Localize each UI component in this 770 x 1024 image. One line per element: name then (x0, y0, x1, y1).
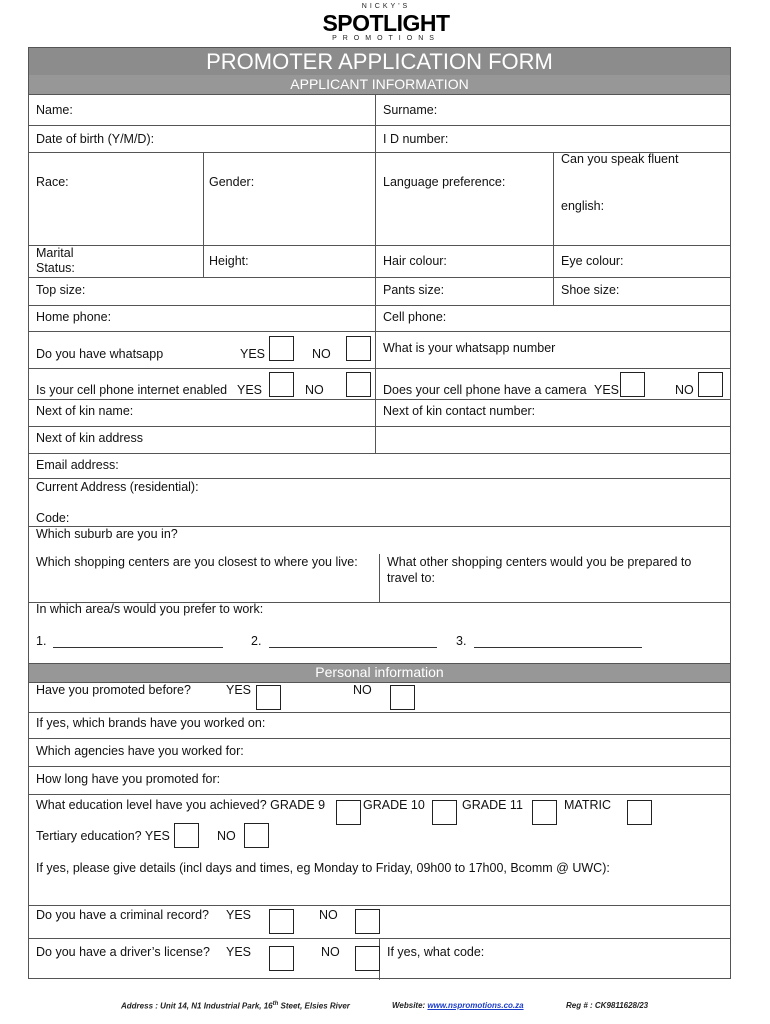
label-cell-camera: Does your cell phone have a camera (383, 383, 587, 397)
label-no: NO (321, 945, 340, 959)
internet-yes-checkbox[interactable] (269, 372, 294, 397)
label-whatsapp: Do you have whatsapp (36, 347, 164, 361)
camera-yes-checkbox[interactable] (620, 372, 645, 397)
label-name: Name: (36, 103, 73, 117)
tertiary-yes-checkbox[interactable] (174, 823, 199, 848)
label-shoe-size: Shoe size: (561, 283, 620, 297)
footer-address: Address : Unit 14, N1 Industrial Park, 16th Steet, Elsies River (121, 1001, 350, 1011)
label-email: Email address: (36, 458, 119, 472)
label-option-3: 3. (456, 634, 467, 648)
label-closest-centers: Which shopping centers are you closest to where you live: (36, 555, 358, 569)
label-matric: MATRIC (564, 798, 611, 812)
whatsapp-no-checkbox[interactable] (346, 336, 371, 361)
label-height: Height: (209, 254, 249, 268)
criminal-yes-checkbox[interactable] (269, 909, 294, 934)
label-option-2: 2. (251, 634, 262, 648)
label-prefer-area: In which area/s would you prefer to work: (36, 602, 264, 616)
label-dob: Date of birth (Y/M/D): (36, 132, 155, 146)
promoted-yes-checkbox[interactable] (256, 685, 281, 710)
label-how-long: How long have you promoted for: (36, 772, 221, 786)
area-1-line[interactable] (53, 647, 223, 648)
row-divider (29, 426, 730, 427)
label-english-line1: Can you speak fluent (561, 152, 679, 166)
internet-no-checkbox[interactable] (346, 372, 371, 397)
row-divider (29, 453, 730, 454)
promoted-no-checkbox[interactable] (390, 685, 415, 710)
label-no: NO (353, 683, 372, 697)
label-yes: YES (240, 347, 266, 361)
row-divider (29, 125, 730, 126)
label-marital-line2: Status: (36, 261, 75, 275)
label-no: NO (319, 908, 338, 922)
label-id-number: I D number: (383, 132, 449, 146)
label-yes: YES (226, 945, 252, 959)
column-divider (375, 94, 376, 399)
footer-reg-number: Reg # : CK9811628/23 (566, 1001, 649, 1010)
row-divider (29, 399, 730, 400)
label-yes: YES (594, 383, 620, 397)
label-tertiary: Tertiary education? YES (36, 829, 170, 843)
row-divider (29, 738, 730, 739)
row-divider (29, 712, 730, 713)
label-code: Code: (36, 511, 70, 525)
label-home-phone: Home phone: (36, 310, 112, 324)
label-top-size: Top size: (36, 283, 86, 297)
label-details: If yes, please give details (incl days and times, eg Monday to Friday, 09h00 to 17h00, Bcomm @ UWC): (36, 861, 610, 875)
license-no-checkbox[interactable] (355, 946, 380, 971)
label-no: NO (217, 829, 236, 843)
matric-checkbox[interactable] (627, 800, 652, 825)
row-divider (29, 305, 730, 306)
label-cell-phone: Cell phone: (383, 310, 447, 324)
website-link[interactable]: www.nspromotions.co.za (427, 1001, 524, 1010)
label-kin-name: Next of kin name: (36, 404, 134, 418)
label-education: What education level have you achieved? GRADE 9 (36, 798, 326, 812)
label-current-address: Current Address (residential): (36, 480, 199, 494)
row-divider (29, 794, 730, 795)
grade10-checkbox[interactable] (432, 800, 457, 825)
label-option-1: 1. (36, 634, 47, 648)
label-pants-size: Pants size: (383, 283, 445, 297)
label-cell-internet: Is your cell phone internet enabled (36, 383, 228, 397)
label-grade11: GRADE 11 (462, 798, 523, 812)
area-2-line[interactable] (269, 647, 437, 648)
label-grade10: GRADE 10 (363, 798, 425, 812)
form-title: PROMOTER APPLICATION FORM (29, 48, 730, 75)
column-divider (375, 399, 376, 453)
license-yes-checkbox[interactable] (269, 946, 294, 971)
label-hair: Hair colour: (383, 254, 447, 268)
whatsapp-yes-checkbox[interactable] (269, 336, 294, 361)
logo-main-text: SPOTLIGHT (322, 10, 450, 36)
label-yes: YES (237, 383, 263, 397)
label-english-line2: english: (561, 199, 605, 213)
row-divider (29, 277, 730, 278)
label-agencies: Which agencies have you worked for: (36, 744, 244, 758)
label-whatsapp-number: What is your whatsapp number (383, 341, 556, 355)
label-no: NO (312, 347, 331, 361)
label-surname: Surname: (383, 103, 438, 117)
row-divider (29, 663, 730, 664)
column-divider (553, 152, 554, 305)
label-marital-line1: Marital (36, 246, 74, 260)
row-divider (29, 368, 730, 369)
criminal-no-checkbox[interactable] (355, 909, 380, 934)
grade11-checkbox[interactable] (532, 800, 557, 825)
label-yes: YES (226, 908, 252, 922)
label-language: Language preference: (383, 175, 506, 189)
section-applicant-information: APPLICANT INFORMATION (29, 75, 730, 94)
section-personal-information: Personal information (29, 663, 730, 682)
row-divider (29, 245, 730, 246)
grade9-checkbox[interactable] (336, 800, 361, 825)
label-gender: Gender: (209, 175, 255, 189)
area-3-line[interactable] (474, 647, 642, 648)
label-kin-address: Next of kin address (36, 431, 143, 445)
column-divider (203, 152, 204, 277)
row-divider (29, 766, 730, 767)
row-divider (29, 905, 730, 906)
row-divider (29, 94, 730, 95)
logo-top-text: NICKY'S (361, 3, 411, 10)
logo-bottom-text: PROMOTIONS (332, 35, 440, 42)
row-divider (29, 331, 730, 332)
label-other-centers-line2: travel to: (387, 571, 435, 585)
label-eye: Eye colour: (561, 254, 624, 268)
label-promoted-before: Have you promoted before? (36, 683, 191, 697)
label-brands: If yes, which brands have you worked on: (36, 716, 266, 730)
footer-website: Website: www.nspromotions.co.za (392, 1001, 524, 1010)
tertiary-no-checkbox[interactable] (244, 823, 269, 848)
label-other-centers-line1: What other shopping centers would you be prepared to (387, 555, 692, 569)
label-yes: YES (226, 683, 252, 697)
column-divider (379, 554, 380, 602)
label-suburb: Which suburb are you in? (36, 527, 178, 541)
label-race: Race: (36, 175, 69, 189)
camera-no-checkbox[interactable] (698, 372, 723, 397)
label-no: NO (675, 383, 694, 397)
label-kin-contact: Next of kin contact number: (383, 404, 536, 418)
company-logo (318, 3, 454, 45)
row-divider (29, 478, 730, 479)
label-no: NO (305, 383, 324, 397)
label-license-code: If yes, what code: (387, 945, 485, 959)
label-license: Do you have a driver’s license? (36, 945, 210, 959)
label-criminal: Do you have a criminal record? (36, 908, 209, 922)
